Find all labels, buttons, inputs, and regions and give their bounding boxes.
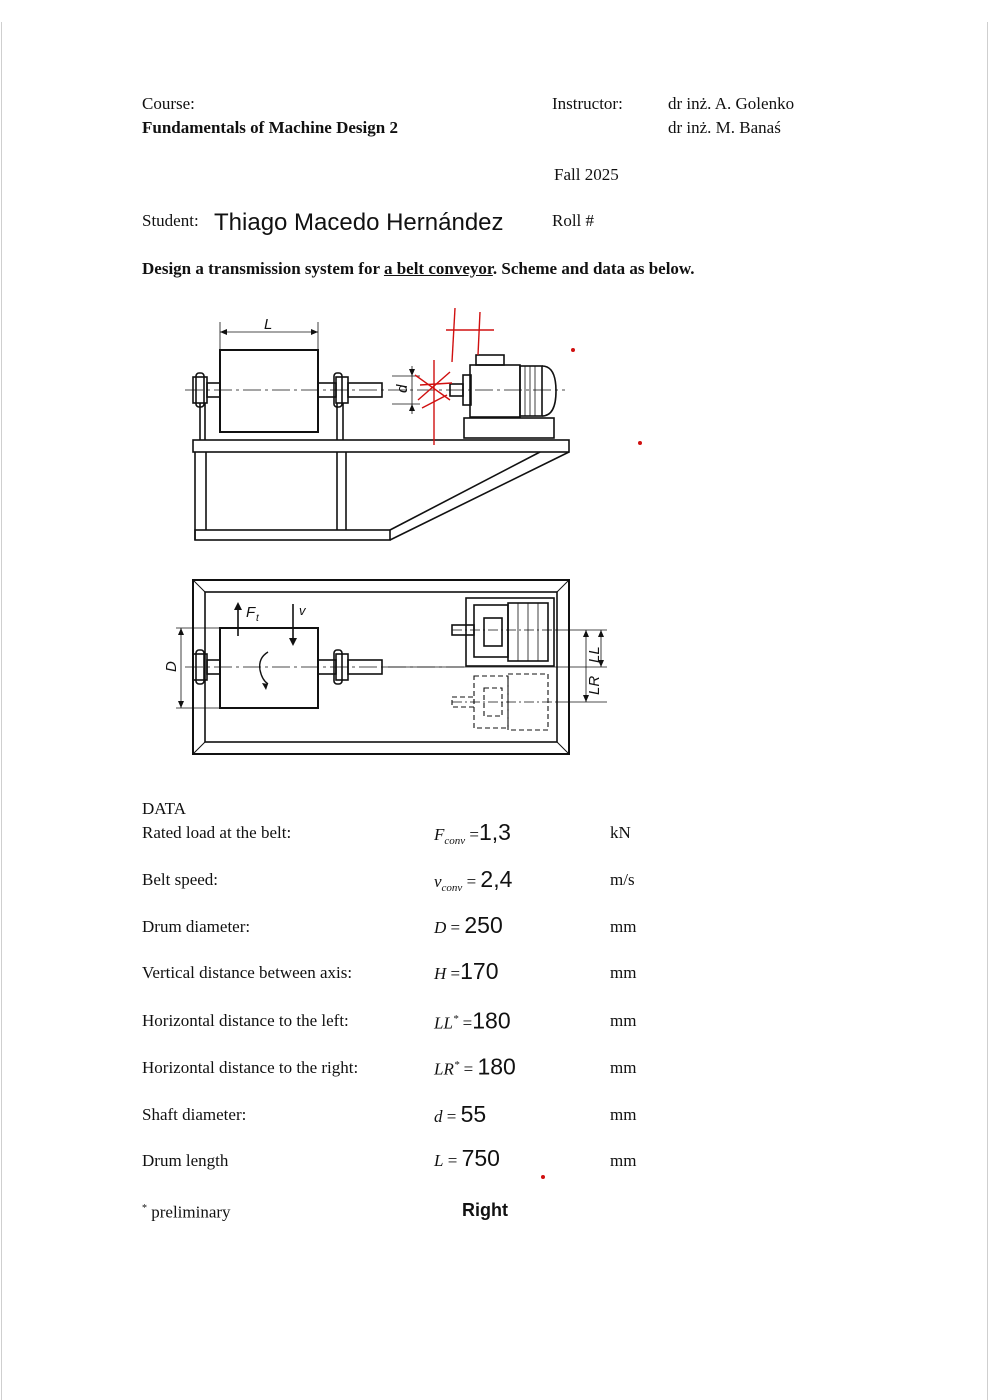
value: 180	[477, 1053, 516, 1080]
equals: =	[443, 1151, 462, 1170]
side-selection: Right	[462, 1200, 508, 1220]
data-label: Vertical distance between axis:	[142, 963, 353, 982]
label-force: F	[246, 604, 256, 621]
value: 750	[461, 1145, 500, 1171]
red-dot	[571, 348, 575, 352]
label-shaft-diameter: d	[394, 384, 411, 393]
label-belt-velocity: v	[299, 603, 306, 618]
student-label: Student:	[142, 211, 199, 230]
label-LL: LL	[586, 646, 603, 663]
data-formula	[434, 1051, 516, 1084]
label-LR: LR	[586, 675, 603, 695]
top-view	[176, 580, 607, 754]
value: 55	[460, 1101, 487, 1127]
task-link: a belt conveyor	[383, 259, 493, 278]
data-formula	[434, 818, 511, 855]
student-name: Thiago Macedo Hernández	[214, 209, 504, 236]
data-unit: m/s	[610, 870, 635, 889]
equals: =	[465, 825, 479, 844]
course-label: Course:	[142, 94, 195, 113]
symbol: d	[434, 1107, 443, 1126]
equals: =	[459, 1059, 478, 1079]
data-label: Shaft diameter:	[142, 1105, 247, 1124]
symbol: v	[434, 872, 442, 891]
label-drum-length: L	[264, 316, 273, 333]
superscript: *	[453, 1059, 460, 1071]
value: 180	[472, 1007, 511, 1034]
symbol: LR	[434, 1059, 454, 1079]
symbol: L	[434, 1151, 444, 1170]
data-formula	[434, 911, 503, 942]
data-title: DATA	[142, 799, 186, 818]
data-formula	[434, 957, 499, 988]
instructor-label: Instructor:	[552, 94, 623, 113]
label-force-sub: t	[256, 613, 259, 624]
value: 170	[460, 958, 499, 984]
equals: =	[446, 918, 465, 937]
red-annotation-marks	[415, 308, 494, 445]
data-unit: mm	[610, 1011, 637, 1030]
data-formula	[434, 1005, 511, 1038]
value: 2,4	[480, 866, 513, 892]
footnote-mark: *	[142, 1203, 147, 1214]
task-prefix: Design a transmission system for	[142, 259, 384, 278]
data-unit: mm	[610, 917, 637, 936]
data-unit: mm	[610, 1058, 637, 1077]
symbol: F	[434, 825, 445, 844]
course-name: Fundamentals of Machine Design 2	[142, 118, 398, 137]
label-drum-diameter: D	[163, 661, 180, 672]
red-dot	[541, 1175, 545, 1179]
instructor-1: dr inż. A. Golenko	[668, 94, 795, 113]
footnote	[142, 1199, 231, 1223]
equals: =	[442, 1107, 461, 1126]
value: 250	[464, 912, 503, 938]
data-label: Rated load at the belt:	[142, 823, 292, 842]
superscript: *	[452, 1013, 459, 1025]
task-suffix: . Scheme and data as below.	[492, 259, 695, 278]
data-formula	[434, 865, 512, 902]
value: 1,3	[479, 819, 511, 845]
data-label: Horizontal distance to the right:	[142, 1058, 359, 1077]
data-label: Drum length	[142, 1151, 229, 1170]
data-formula	[434, 1100, 486, 1131]
equals: =	[462, 872, 481, 891]
data-formula	[434, 1144, 500, 1175]
data-unit: mm	[610, 1151, 637, 1170]
equals: =	[458, 1013, 473, 1033]
symbol: H	[434, 964, 447, 983]
data-unit: mm	[610, 963, 637, 982]
symbol: LL	[434, 1013, 453, 1033]
subscript: conv	[441, 882, 463, 894]
instructor-2: dr inż. M. Banaś	[668, 118, 781, 137]
term: Fall 2025	[554, 165, 619, 184]
data-label: Horizontal distance to the left:	[142, 1011, 349, 1030]
side-view	[185, 322, 569, 540]
data-label: Belt speed:	[142, 870, 219, 889]
subscript: conv	[444, 835, 466, 847]
footnote-text: preliminary	[151, 1202, 231, 1222]
red-dot	[638, 441, 642, 445]
data-unit: kN	[610, 823, 631, 842]
roll-label: Roll #	[552, 211, 595, 230]
data-label: Drum diameter:	[142, 917, 251, 936]
equals: =	[446, 964, 461, 983]
symbol: D	[434, 918, 447, 937]
data-unit: mm	[610, 1105, 637, 1124]
